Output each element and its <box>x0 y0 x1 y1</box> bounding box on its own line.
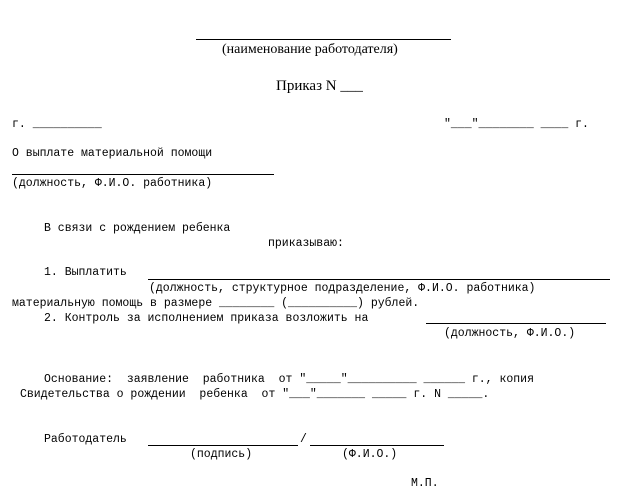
employee-caption: (должность, Ф.И.О. работника) <box>12 177 213 190</box>
signature-slash: / <box>300 433 307 446</box>
item2-text: 2. Контроль за исполнением приказа возложить на <box>44 312 369 325</box>
item1-recipient-line <box>148 279 610 280</box>
basis-line-1: Основание: заявление работника от "_____"__________ ______ г., копия <box>44 373 534 386</box>
item2-caption: (должность, Ф.И.О.) <box>444 327 576 340</box>
item1-amount: материальную помощь в размере ________ (__________) рублей. <box>12 297 420 310</box>
order-word: приказываю: <box>268 237 344 250</box>
signature-caption: (подпись) <box>190 448 253 461</box>
city-field: г. __________ <box>12 118 102 131</box>
name-line <box>310 445 444 446</box>
employee-line <box>12 174 274 175</box>
employer-name-line <box>196 39 451 40</box>
item1-caption: (должность, структурное подразделение, Ф.И.О. работника) <box>149 282 536 295</box>
date-field: "___"________ ____ г. <box>444 118 589 131</box>
order-subject: О выплате материальной помощи <box>12 147 213 160</box>
name-caption: (Ф.И.О.) <box>342 448 398 461</box>
item2-responsible-line <box>426 323 606 324</box>
stamp-place: М.П. <box>411 477 439 490</box>
order-title: Приказ N ___ <box>276 78 363 94</box>
signature-label: Работодатель <box>44 433 127 446</box>
item1-prefix: 1. Выплатить <box>44 266 127 279</box>
employer-caption: (наименование работодателя) <box>222 42 398 57</box>
basis-line-2: Свидетельства о рождении ребенка от "___"_______ _____ г. N _____. <box>20 388 490 401</box>
signature-line <box>148 445 298 446</box>
reason-text: В связи с рождением ребенка <box>44 222 231 235</box>
